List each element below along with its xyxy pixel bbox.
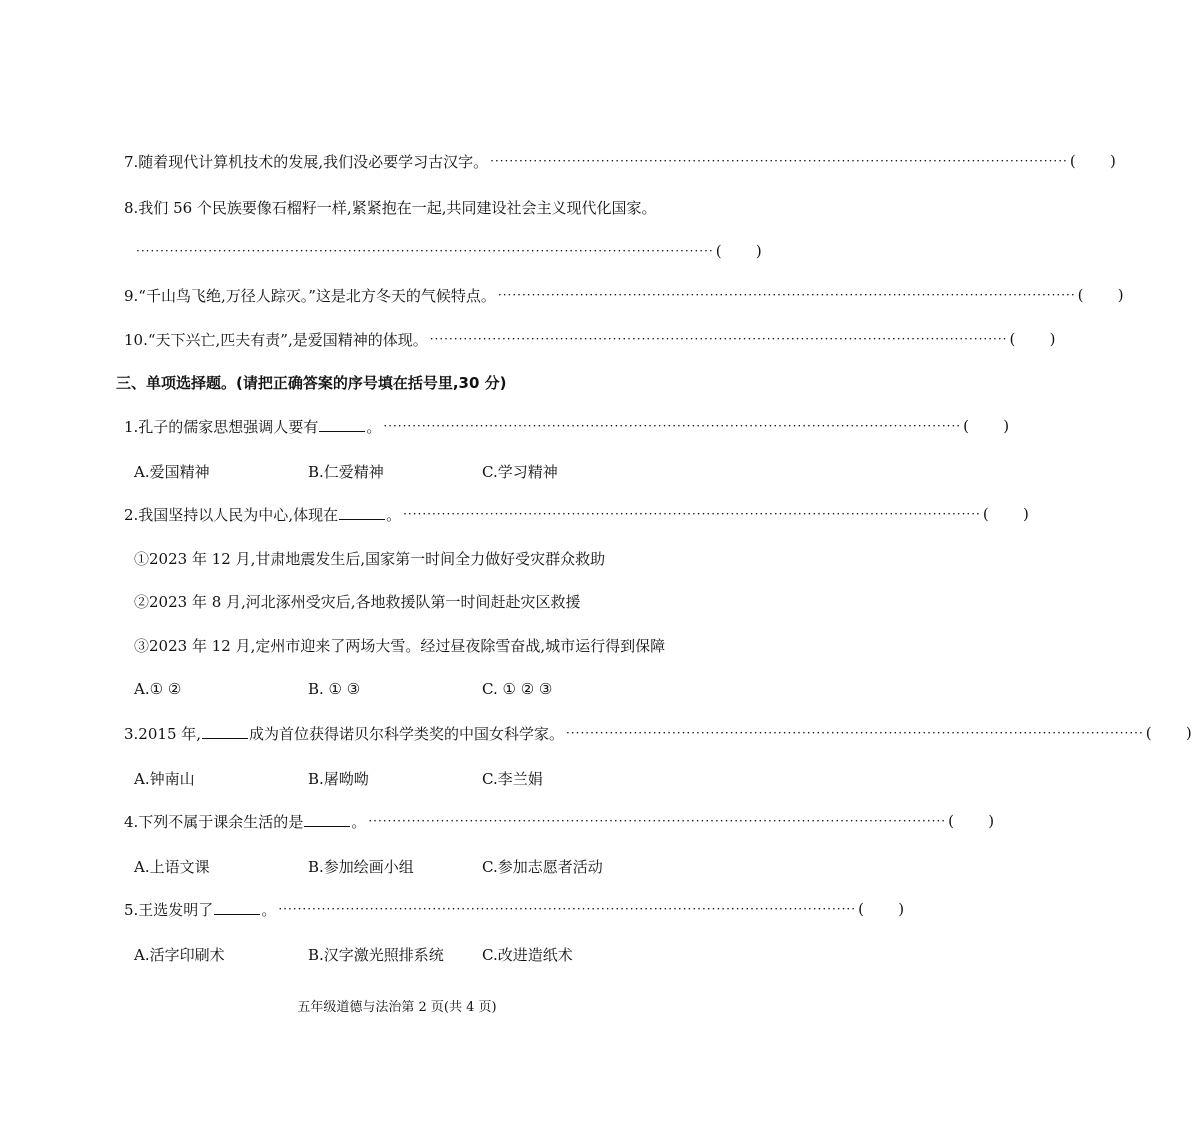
question-stem: 2.我国坚持以人民为中心,体现在 。 bbox=[124, 505, 402, 524]
question-9 bbox=[124, 280, 1124, 310]
options-row bbox=[134, 762, 674, 792]
option-b[interactable]: B. ① ③ bbox=[308, 680, 361, 698]
answer-bracket[interactable]: ( ) bbox=[1069, 152, 1116, 170]
options-row bbox=[134, 938, 674, 968]
question-8 bbox=[124, 192, 694, 222]
options-row bbox=[134, 674, 674, 704]
question-stem: 5.王选发明了 。 bbox=[124, 900, 277, 919]
option-c[interactable]: C.改进造纸术 bbox=[482, 946, 573, 964]
option-b[interactable]: B.汉字激光照排系统 bbox=[308, 946, 444, 964]
leader-dots: ························································································································ bbox=[383, 419, 962, 433]
answer-blank bbox=[202, 724, 248, 739]
leader-dots: ························································································································ bbox=[490, 154, 1068, 168]
leader-dots: ························································································································ bbox=[403, 507, 981, 521]
option-c[interactable]: C. ① ② ③ bbox=[482, 680, 553, 698]
option-b[interactable]: B.仁爱精神 bbox=[308, 463, 384, 481]
answer-bracket[interactable]: ( ) bbox=[982, 505, 1029, 523]
options-row bbox=[134, 850, 674, 880]
answer-bracket[interactable]: ( ) bbox=[715, 242, 762, 260]
statement-2: ②2023 年 8 月,河北涿州受灾后,各地救援队第一时间赶赴灾区救援 bbox=[134, 592, 581, 611]
question-stem: 1.孔子的儒家思想强调人要有 。 bbox=[124, 417, 382, 436]
page-footer: 五年级道德与法治第 2 页(共 4 页) bbox=[297, 1000, 497, 1015]
options-row bbox=[134, 455, 674, 485]
choice-question-1 bbox=[124, 411, 1010, 441]
option-c[interactable]: C.李兰娟 bbox=[482, 770, 543, 788]
answer-blank bbox=[214, 900, 260, 915]
leader-dots: ························································································································ bbox=[368, 814, 947, 828]
answer-bracket[interactable]: ( ) bbox=[1077, 286, 1124, 304]
option-a[interactable]: A.① ② bbox=[134, 680, 182, 698]
question-text: 8.我们 56 个民族要像石榴籽一样,紧紧抱在一起,共同建设社会主义现代化国家。 bbox=[124, 198, 657, 217]
option-c[interactable]: C.学习精神 bbox=[482, 463, 558, 481]
question-7 bbox=[124, 146, 1116, 176]
question-stem: 3.2015 年, 成为首位获得诺贝尔科学类奖的中国女科学家。 bbox=[124, 724, 565, 743]
choice-question-4 bbox=[124, 806, 995, 836]
leader-dots: ························································································································ bbox=[429, 332, 1008, 346]
question-8-continuation bbox=[134, 236, 762, 266]
option-b[interactable]: B.参加绘画小组 bbox=[308, 858, 414, 876]
question-10 bbox=[124, 324, 1056, 354]
option-a[interactable]: A.爱国精神 bbox=[134, 463, 210, 481]
option-a[interactable]: A.钟南山 bbox=[134, 770, 195, 788]
answer-bracket[interactable]: ( ) bbox=[858, 900, 905, 918]
statement-1: ①2023 年 12 月,甘肃地震发生后,国家第一时间全力做好受灾群众救助 bbox=[134, 549, 606, 568]
section-title: 三、单项选择题。(请把正确答案的序号填在括号里,30 分) bbox=[116, 373, 507, 392]
leader-dots: ························································································································ bbox=[497, 288, 1076, 302]
statement-3: ③2023 年 12 月,定州市迎来了两场大雪。经过昼夜除雪奋战,城市运行得到保障 bbox=[134, 636, 666, 655]
leader-dots: ························································································································ bbox=[566, 726, 1144, 740]
answer-blank bbox=[319, 417, 365, 432]
answer-bracket[interactable]: ( ) bbox=[948, 812, 995, 830]
question-text: 10.“天下兴亡,匹夫有责”,是爱国精神的体现。 bbox=[124, 330, 428, 349]
answer-blank bbox=[304, 812, 350, 827]
option-b[interactable]: B.屠呦呦 bbox=[308, 770, 369, 788]
answer-blank bbox=[339, 505, 385, 520]
choice-question-3 bbox=[124, 718, 1192, 748]
option-a[interactable]: A.上语文课 bbox=[134, 858, 210, 876]
answer-bracket[interactable]: ( ) bbox=[963, 417, 1010, 435]
answer-bracket[interactable]: ( ) bbox=[1009, 330, 1056, 348]
question-text: 7.随着现代计算机技术的发展,我们没必要学习古汉字。 bbox=[124, 152, 489, 171]
option-a[interactable]: A.活字印刷术 bbox=[134, 946, 225, 964]
choice-question-2 bbox=[124, 499, 1029, 529]
answer-bracket[interactable]: ( ) bbox=[1145, 724, 1192, 742]
option-c[interactable]: C.参加志愿者活动 bbox=[482, 858, 603, 876]
question-text: 9.“千山鸟飞绝,万径人踪灭。”这是北方冬天的气候特点。 bbox=[124, 286, 496, 305]
choice-question-5 bbox=[124, 894, 905, 924]
leader-dots: ························································································································ bbox=[278, 902, 857, 916]
leader-dots: ························································································································ bbox=[136, 244, 714, 258]
question-stem: 4.下列不属于课余生活的是 。 bbox=[124, 812, 367, 831]
